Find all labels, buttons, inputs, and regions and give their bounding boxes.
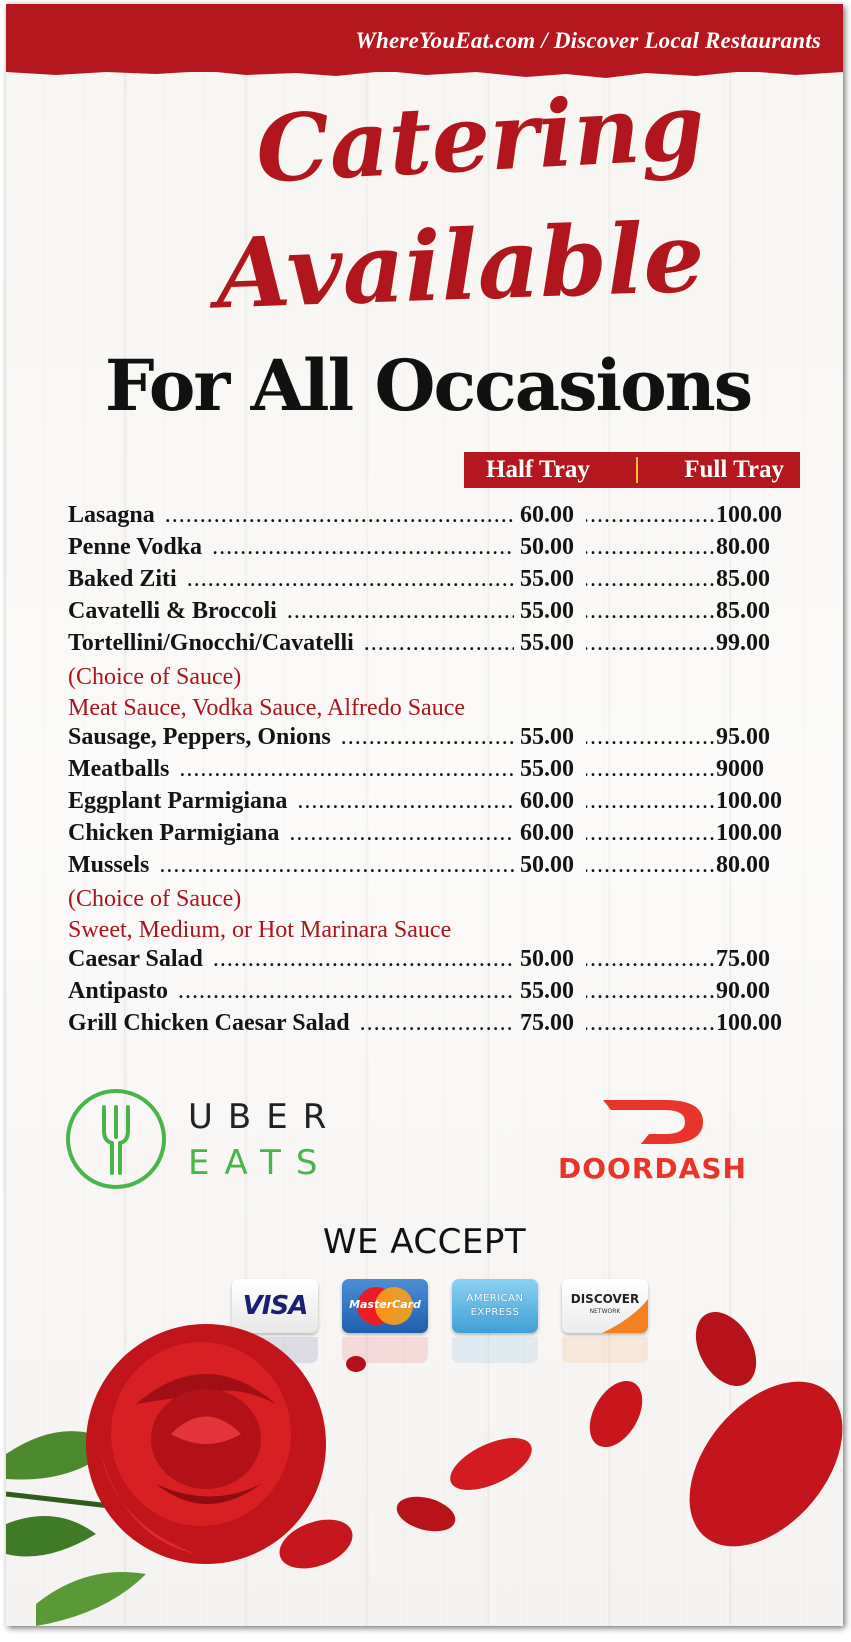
dot-leader [297,788,514,815]
full-tray-label: Full Tray [684,456,784,483]
sauce-choice-label: (Choice of Sauce) [68,664,242,690]
dot-leader [586,598,716,625]
menu-item-sausage-peppers-onions [68,724,786,756]
half-tray-price: 60.00 [520,788,574,814]
half-tray-price: 60.00 [520,502,574,528]
half-tray-price: 50.00 [520,852,574,878]
menu-item-grill-chicken-caesar-salad [68,1010,786,1042]
item-name: Antipasto [68,978,169,1004]
half-tray-price: 55.00 [520,978,574,1004]
half-tray-price: 50.00 [520,946,574,972]
menu-item-penne-vodka [68,534,786,566]
menu-item-chicken-parmigiana [68,820,786,852]
dot-leader [212,534,514,561]
full-tray-price: 80.00 [716,534,770,560]
rose-petals [273,1304,843,1578]
rose-decoration [6,1304,843,1626]
amex-label-bottom: EXPRESS [470,1307,520,1318]
item-name: Chicken Parmigiana [68,820,280,846]
tray-header-divider [636,457,638,483]
item-name: Grill Chicken Caesar Salad [68,1010,350,1036]
half-tray-price: 55.00 [520,756,574,782]
dot-leader [586,788,716,815]
sauce-options: Meat Sauce, Vodka Sauce, Alfredo Sauce [68,695,465,721]
half-tray-label: Half Tray [486,456,590,483]
header-banner [6,4,843,72]
we-accept-heading: WE ACCEPT [322,1222,527,1262]
menu-item-tortellini-gnocchi-cavatelli [68,630,786,662]
ubereats-logo [66,1089,366,1194]
dot-leader [586,566,716,593]
item-name: Baked Ziti [68,566,177,592]
full-tray-price: 99.00 [716,630,770,656]
dot-leader [360,1010,514,1037]
menu-item-antipasto [68,978,786,1010]
dot-leader [289,820,514,847]
item-name: Tortellini/Gnocchi/Cavatelli [68,630,354,656]
menu-item-meatballs [68,756,786,788]
dot-leader [586,724,716,751]
full-tray-price: 9000 [716,756,764,782]
item-name: Meatballs [68,756,170,782]
dot-leader [187,566,514,593]
item-name: Mussels [68,852,150,878]
half-tray-price: 55.00 [520,598,574,624]
full-tray-price: 75.00 [716,946,770,972]
full-tray-price: 100.00 [716,502,782,528]
menu-item-baked-ziti [68,566,786,598]
menu-item-cavatelli-broccoli [68,598,786,630]
menu-item-caesar-salad [68,946,786,978]
amex-label-top: AMERICAN [466,1293,524,1304]
catering-flyer [6,4,843,1626]
full-tray-price: 100.00 [716,1010,782,1036]
dot-leader [586,756,716,783]
discover-label: DISCOVER [570,1292,640,1306]
item-name: Caesar Salad [68,946,203,972]
ubereats-badge [66,1089,166,1189]
menu-item-eggplant-parmigiana [68,788,786,820]
item-name: Sausage, Peppers, Onions [68,724,331,750]
dot-leader [586,630,716,657]
dot-leader [213,946,514,973]
doordash-icon [603,1094,713,1146]
headline-available: Available [214,200,707,331]
item-name: Eggplant Parmigiana [68,788,288,814]
eats-word: EATS [188,1143,333,1183]
dot-leader [364,630,514,657]
full-tray-price: 85.00 [716,566,770,592]
full-tray-price: 85.00 [716,598,770,624]
full-tray-price: 80.00 [716,852,770,878]
dot-leader [178,978,514,1005]
visa-label: VISA [242,1291,308,1321]
half-tray-price: 50.00 [520,534,574,560]
full-tray-price: 100.00 [716,788,782,814]
dot-leader [586,820,716,847]
half-tray-price: 75.00 [520,1010,574,1036]
sauce-options: Sweet, Medium, or Hot Marinara Sauce [68,917,452,943]
dot-leader [586,534,716,561]
discover-network-label: NETWORK [589,1308,621,1315]
half-tray-price: 55.00 [520,566,574,592]
dot-leader [341,724,514,751]
full-tray-price: 90.00 [716,978,770,1004]
half-tray-price: 55.00 [520,630,574,656]
half-tray-price: 55.00 [520,724,574,750]
dot-leader [179,756,514,783]
banner-torn-edge [6,66,843,84]
dot-leader [586,978,716,1005]
menu-item-mussels [68,852,786,884]
fork-icon [70,1093,162,1185]
headline-for-all-occasions: For All Occasions [104,344,752,427]
dot-leader [586,1010,716,1037]
full-tray-price: 95.00 [716,724,770,750]
uber-word: UBER [188,1097,342,1137]
dot-leader [586,946,716,973]
half-tray-price: 60.00 [520,820,574,846]
rose-flower [86,1324,326,1564]
doordash-logo [558,1094,758,1194]
menu-list [68,502,786,1042]
website-banner-text: WhereYouEat.com / Discover Local Restaurants [355,28,821,53]
dot-leader [165,502,514,529]
dot-leader [586,852,716,879]
dot-leader [159,852,514,879]
item-name: Penne Vodka [68,534,203,560]
tray-size-header [464,452,800,488]
dot-leader [287,598,514,625]
dot-leader [586,502,716,529]
menu-item-lasagna [68,502,786,534]
full-tray-price: 100.00 [716,820,782,846]
mastercard-label: MasterCard [349,1298,421,1311]
headline-catering: Catering [253,72,708,204]
sauce-choice-label: (Choice of Sauce) [68,886,242,912]
item-name: Cavatelli & Broccoli [68,598,277,624]
item-name: Lasagna [68,502,155,528]
doordash-wordmark: DOORDASH [558,1152,747,1185]
